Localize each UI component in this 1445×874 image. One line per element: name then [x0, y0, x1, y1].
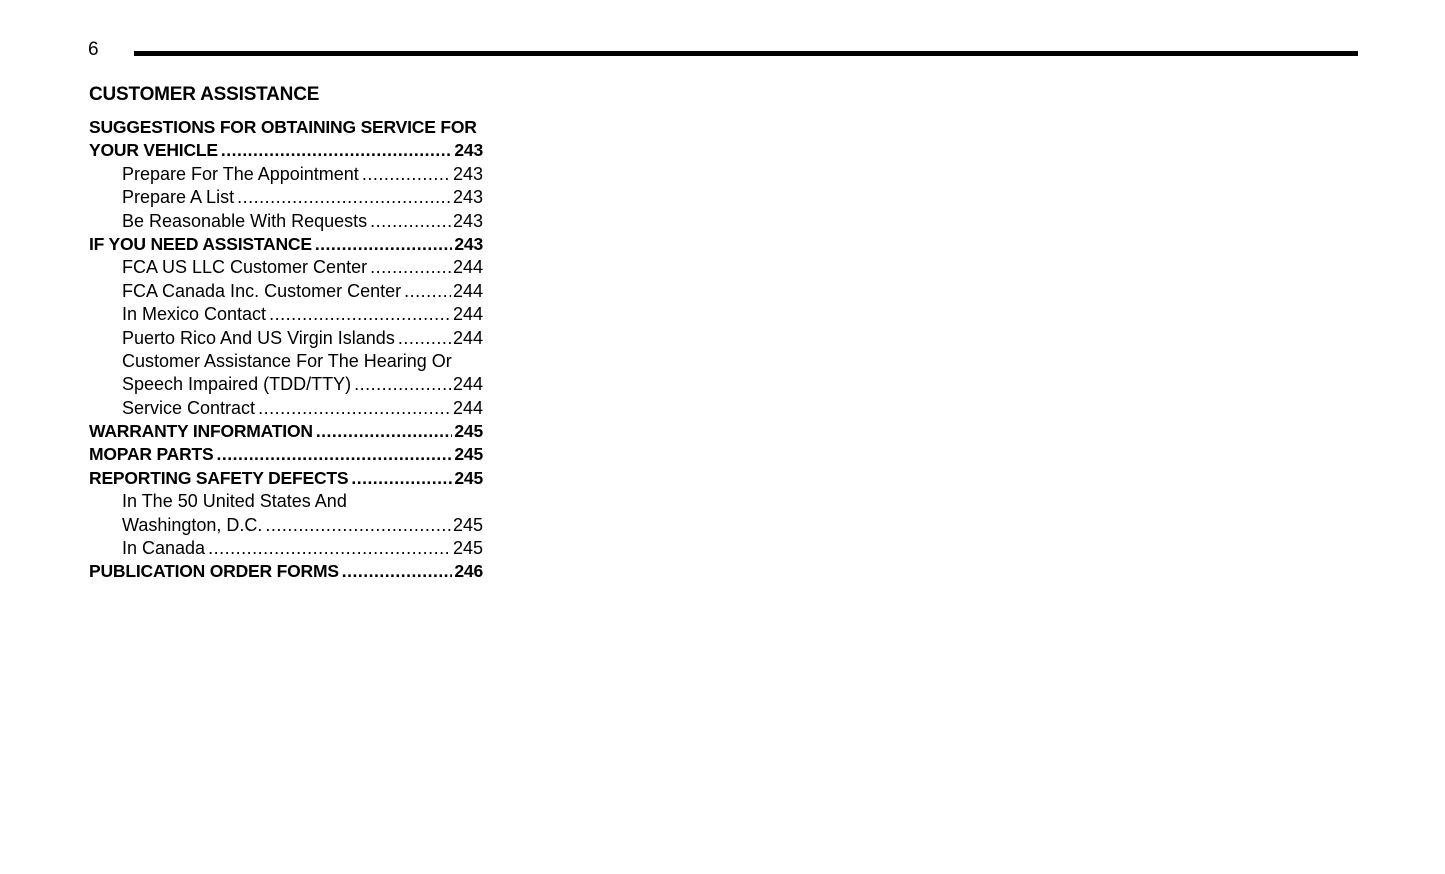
toc-entry-page: 244	[452, 257, 483, 278]
toc-entry-label: IF YOU NEED ASSISTANCE	[89, 233, 312, 254]
dot-leader	[217, 443, 453, 466]
dot-leader	[269, 303, 451, 326]
toc-entry-page: 243	[452, 163, 483, 184]
toc-entry-label: Service Contract	[122, 397, 256, 418]
toc-entry-label: Be Reasonable With Requests	[122, 210, 368, 231]
toc-entry-label: Puerto Rico And US Virgin Islands	[122, 327, 395, 348]
dot-leader	[404, 280, 451, 303]
toc-entry-page: 244	[452, 327, 483, 348]
toc-entry-page: 245	[454, 421, 483, 442]
toc-entry[interactable]	[89, 210, 483, 233]
toc-entry-page: 244	[452, 374, 483, 395]
toc-entry-label: WARRANTY INFORMATION	[89, 421, 313, 442]
toc-entry-page: 245	[454, 444, 483, 465]
dot-leader	[258, 397, 451, 420]
toc-entry[interactable]	[89, 467, 483, 490]
header-rule	[134, 51, 1358, 56]
toc-entry[interactable]	[89, 186, 483, 209]
toc-entry[interactable]	[89, 514, 483, 537]
toc-entry-label: YOUR VEHICLE	[89, 140, 218, 161]
toc-entry[interactable]	[89, 443, 483, 466]
toc-entry[interactable]	[89, 420, 483, 443]
toc-entry[interactable]	[89, 490, 483, 513]
dot-leader	[221, 139, 453, 162]
dot-leader	[342, 560, 453, 583]
dot-leader	[208, 537, 451, 560]
toc-entry-label: In The 50 United States And	[122, 491, 347, 512]
toc-entry-page: 243	[454, 140, 483, 161]
toc-entry[interactable]	[89, 397, 483, 420]
dot-leader	[398, 327, 451, 350]
toc-entry[interactable]	[89, 233, 483, 256]
page-number: 6	[88, 39, 99, 60]
toc-entry-page: 245	[452, 514, 483, 535]
toc-entry-label: SUGGESTIONS FOR OBTAINING SERVICE FOR	[89, 117, 477, 137]
toc-entry[interactable]	[89, 139, 483, 162]
toc-entry-page: 245	[454, 467, 483, 488]
dot-leader	[362, 163, 451, 186]
toc-entry-label: FCA US LLC Customer Center	[122, 257, 368, 278]
toc-entry-label: PUBLICATION ORDER FORMS	[89, 561, 339, 582]
table-of-contents	[89, 116, 483, 584]
toc-entry-page: 243	[452, 187, 483, 208]
toc-entry-page: 246	[454, 561, 483, 582]
dot-leader	[354, 373, 451, 396]
toc-entry[interactable]	[89, 303, 483, 326]
toc-entry-label: In Mexico Contact	[122, 304, 267, 325]
toc-entry[interactable]	[89, 280, 483, 303]
dot-leader	[316, 420, 453, 443]
dot-leader	[315, 233, 453, 256]
toc-entry-label: Speech Impaired (TDD/TTY)	[122, 374, 352, 395]
toc-entry-label: Washington, D.C.	[122, 514, 263, 535]
toc-entry[interactable]	[89, 116, 483, 139]
dot-leader	[370, 210, 451, 233]
toc-entry-page: 245	[452, 538, 483, 559]
toc-entry-label: FCA Canada Inc. Customer Center	[122, 280, 402, 301]
toc-entry-label: In Canada	[122, 538, 206, 559]
toc-entry-page: 244	[452, 397, 483, 418]
toc-entry[interactable]	[89, 256, 483, 279]
toc-entry[interactable]	[89, 537, 483, 560]
toc-entry[interactable]	[89, 560, 483, 583]
toc-entry-label: Prepare A List	[122, 187, 235, 208]
dot-leader	[370, 256, 451, 279]
toc-entry-label: Customer Assistance For The Hearing Or	[122, 350, 452, 371]
dot-leader	[265, 514, 451, 537]
toc-entry-label: MOPAR PARTS	[89, 444, 214, 465]
toc-entry[interactable]	[89, 163, 483, 186]
toc-entry-page: 243	[452, 210, 483, 231]
toc-entry-label: Prepare For The Appointment	[122, 163, 359, 184]
toc-entry[interactable]	[89, 350, 483, 373]
toc-entry[interactable]	[89, 327, 483, 350]
dot-leader	[351, 467, 452, 490]
toc-entry-page: 244	[452, 304, 483, 325]
dot-leader	[237, 186, 451, 209]
toc-entry[interactable]	[89, 373, 483, 396]
section-title: CUSTOMER ASSISTANCE	[89, 84, 320, 105]
toc-entry-page: 244	[452, 280, 483, 301]
toc-entry-page: 243	[454, 233, 483, 254]
toc-entry-label: REPORTING SAFETY DEFECTS	[89, 467, 349, 488]
